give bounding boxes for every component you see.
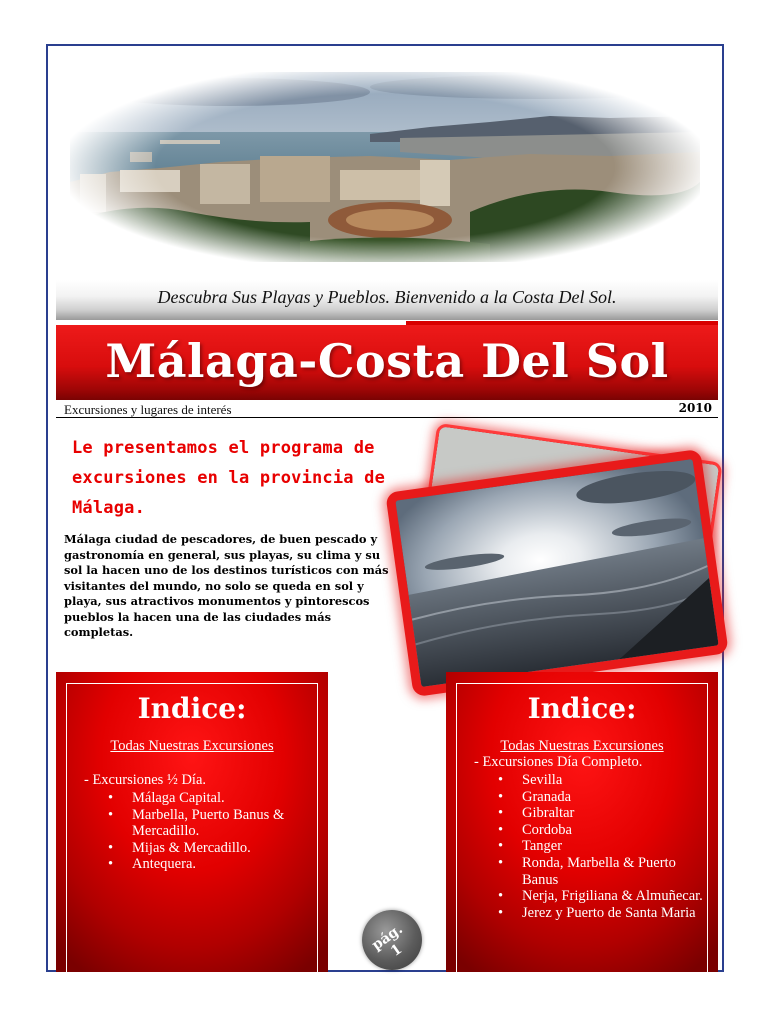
list-item: • Mijas & Mercadillo. [108,840,328,857]
sunset-beach-photo [385,449,729,697]
tagline-band [56,280,718,320]
subtitle: Excursiones y lugares de interés [64,402,232,417]
page-title: Málaga-Costa Del Sol [105,334,669,388]
full-day-list [498,772,708,921]
intro-heading: Le presentamos el programa de excursiones en la provincia de Málaga. [72,438,386,518]
list-item: • Nerja, Frigiliana & Almuñecar. [498,888,708,905]
list-item: • Cordoba [498,822,708,839]
half-day-heading: - Excursiones ½ Día. [84,772,207,788]
list-item: • Antequera. [108,856,328,873]
list-item: • Ronda, Marbella & Puerto Banus [498,855,708,888]
list-item: • Gibraltar [498,805,708,822]
malaga-panorama-photo [70,72,700,262]
title-banner [56,325,718,400]
tagline: Descubra Sus Playas y Pueblos. Bienvenido a la Costa Del Sol. [157,287,617,307]
subtitle-row [56,401,718,418]
list-item: • Granada [498,789,708,806]
index-panel-half-day [56,672,328,972]
index-title: Indice: [137,692,247,725]
all-excursions-link[interactable]: Todas Nuestras Excursiones [500,738,664,754]
intro-body: Málaga ciudad de pescadores, de buen pescado y gastronomía en general, sus playas, su clima y su sol la hacen uno de los destinos turísticos con más visitantes del mundo, no solo se queda en sol y playa, sus atractivos monumentos y pintorescos pueblos la hacen una de las ciudades más completas. [64,532,389,639]
half-day-list [108,790,328,873]
full-day-heading: - Excursiones Día Completo. [474,754,643,770]
year: 2010 [678,401,712,415]
list-item: • Málaga Capital. [108,790,328,807]
page-number: pág. 1 [369,921,406,960]
list-item: • Marbella, Puerto Banus & Mercadillo. [108,807,328,840]
page-number-badge [362,910,422,970]
list-item: • Sevilla [498,772,708,789]
index-panel-full-day [446,672,718,972]
all-excursions-link[interactable]: Todas Nuestras Excursiones [110,738,274,754]
index-title: Indice: [527,692,637,725]
list-item: • Tanger [498,838,708,855]
list-item: • Jerez y Puerto de Santa Maria [498,905,708,922]
